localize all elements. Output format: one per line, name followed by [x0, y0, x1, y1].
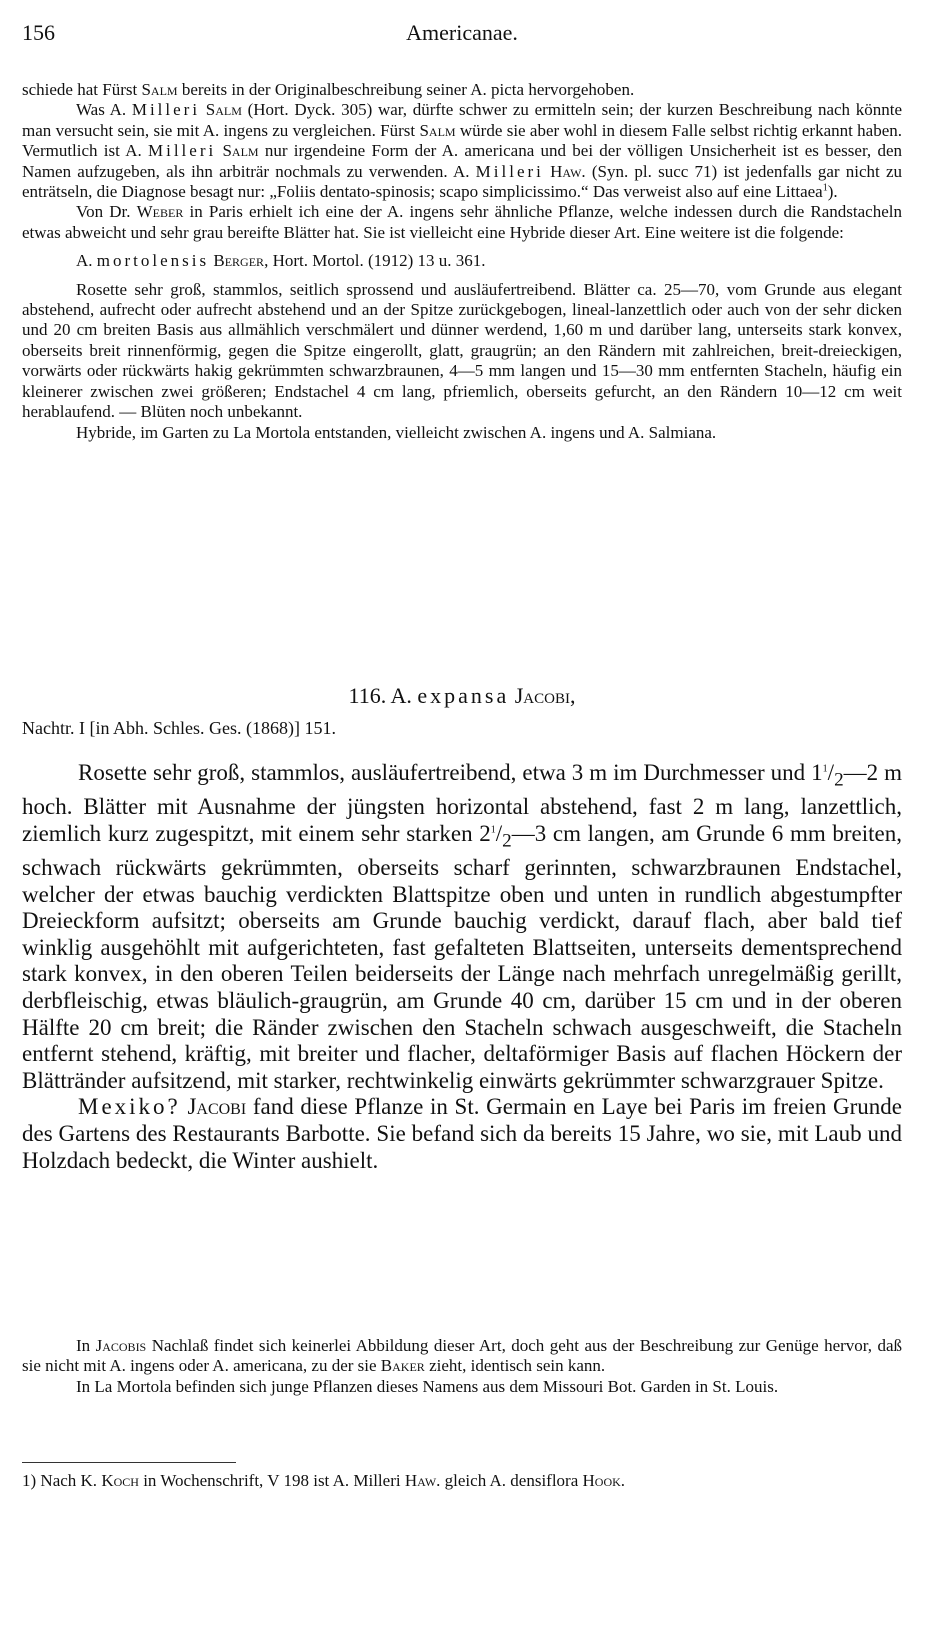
- text-run: Milleri: [147, 141, 217, 161]
- text-run: Salm: [141, 80, 178, 99]
- text-run: Haw.: [550, 161, 586, 181]
- footnote-rule: [22, 1462, 236, 1463]
- text-run: (Hort. Dyck. 305) war, dürfte schwer zu ermitteln sein; der kurzen Beschreibung nach könnte man versucht sein, sie mit A. ingens zu vergleichen. Fürst: [22, 100, 902, 140]
- text-run: Baker: [380, 1356, 425, 1376]
- notes-section: [22, 1336, 902, 1397]
- text-run: schiede hat Fürst: [22, 80, 142, 99]
- paragraph: [22, 423, 902, 443]
- footnote: [22, 1470, 902, 1491]
- text-run: A.: [76, 251, 97, 271]
- text-run: Von Dr.: [76, 202, 137, 222]
- text-run: (Syn. pl. succ 71) ist jedenfalls gar nicht zu enträtseln, die Diagnose besagt nur: „Foliis dentato-spinosis; scapo simplicissimo.“ Das verweist also auf eine Littaea: [22, 161, 902, 202]
- text-run: Nachlaß findet sich keinerlei Abbildung dieser Art, doch geht aus der Beschreibung zur Genüge hervor, daß sie nicht mit A. ingens oder A. americana, zu der sie: [22, 1336, 902, 1376]
- text-run: in Paris erhielt ich eine der A. ingens sehr ähnliche Pflanze, welche indessen durch die Randstacheln etwas abweicht und sehr grau bereifte Blätter hat. Sie ist vielleicht eine Hybride dieser Art. Eine weitere ist die folgende:: [22, 202, 902, 242]
- species-heading: [22, 683, 902, 709]
- text-run: Salm: [205, 100, 242, 120]
- text-run: Salm: [222, 141, 259, 161]
- text-run: würde sie aber wohl in diesem Falle selbst richtig erkannt haben. Vermutlich ist A.: [22, 120, 902, 161]
- text-run: Weber: [136, 202, 184, 222]
- top-section: [22, 80, 902, 443]
- text-run: ,: [569, 683, 576, 708]
- text-run: zieht, identisch sein kann.: [424, 1356, 606, 1376]
- text-run: expansa: [417, 683, 510, 708]
- text-run: gleich A. densiflora: [440, 1471, 583, 1490]
- text-run: 116. A.: [348, 683, 418, 708]
- text-run: , Hort. Mortol. (1912) 13 u. 361.: [264, 251, 486, 271]
- paragraph: [22, 280, 902, 423]
- paragraph: [22, 1336, 902, 1377]
- text-run: 1: [822, 182, 828, 194]
- text-run: Salm: [419, 120, 456, 140]
- text-run: 2: [502, 830, 512, 852]
- text-run: /: [827, 760, 835, 785]
- text-run: Haw.: [404, 1471, 441, 1490]
- text-run: 1: [822, 763, 828, 775]
- paragraph: [22, 202, 902, 243]
- text-run: Mexiko?: [78, 1094, 181, 1120]
- text-run: Hybride, im Garten zu La Mortola entstanden, vielleicht zwischen A. ingens und A. Salmiana.: [76, 422, 717, 442]
- text-run: Milleri: [131, 100, 201, 120]
- text-run: 2: [834, 769, 844, 791]
- page-header: [22, 20, 902, 52]
- text-run: Jacobi: [514, 683, 570, 708]
- paragraph: [22, 1094, 902, 1174]
- paragraph: [22, 100, 902, 202]
- text-run: /: [495, 820, 503, 846]
- variety-entry: [22, 251, 902, 271]
- text-run: Rosette sehr groß, stammlos, ausläufertreibend, etwa 3 m im Durchmesser und 1: [78, 760, 823, 785]
- paragraph: [22, 80, 902, 100]
- text-run: —3 cm langen, am Grunde 6 mm breiten, schwach rückwärts gekrümmten, oberseits scharf gerinnten, schwarzbraunen Endstachel, welcher der etwas bauchig verdickten Blattspitze oben und unten in rundlich abgestumpfter Dreieckform aufsitzt; oberseits am Grunde bauchig verdickt, darauf flach, aber bald tief winklig ausgehöhlt mit aufgerichteten, fast gefalteten Blattseiten, unterseits dementsprechend stark konvex, in den oberen Teilen beiderseits der Länge nach mehrfach unregelmäßig gerillt, derbfleischig, etwas bläulich-graugrün, am Grunde 40 cm, darüber 15 cm und in der oberen Hälfte 20 cm breit; die Ränder zwischen den Stacheln schwach ausgeschweift, die Stacheln entfernt stehend, kräftig, mit breiter und flacher, deltaförmiger Basis auf flachen Höckern der Blättränder aufsitzend, mit starker, rechtwinkelig einwärts gekrümmter schwarzgrauer Spitze.: [22, 820, 902, 1093]
- paragraph: [22, 760, 902, 1094]
- text-run: Milleri: [475, 161, 544, 181]
- species-reference: Nachtr. I [in Abh. Schles. Ges. (1868)] 151.: [22, 718, 336, 738]
- text-run: Berger: [213, 251, 265, 271]
- text-run: bereits in der Originalbeschreibung seiner A. picta hervorgehoben.: [177, 80, 635, 99]
- text-run: 1) Nach K.: [22, 1471, 102, 1490]
- text-run: Was A.: [76, 100, 132, 120]
- text-run: In: [76, 1336, 96, 1355]
- page-number: 156: [22, 20, 55, 45]
- text-run: nur irgendeine Form der A. americana und bei der völligen Unsicherheit ist es besser, den Namen aufzugeben, als ihn arbiträr nochmals zu verwenden. A.: [22, 141, 902, 181]
- text-run: Jacobis: [95, 1336, 147, 1355]
- text-run: fand diese Pflanze in St. Germain en Laye bei Paris im freien Grunde des Gartens des Restaurants Barbotte. Sie befand sich da bereits 15 Jahre, wo sie, mit Laub und Holzdach bedeckt, die Winter aushielt.: [22, 1094, 903, 1173]
- paragraph: [22, 1377, 902, 1397]
- text-run: Koch: [101, 1471, 139, 1490]
- text-run: mortolensis: [96, 251, 210, 271]
- text-run: Jacobi: [187, 1094, 247, 1120]
- text-run: in Wochenschrift, V 198 ist A. Milleri: [138, 1471, 405, 1490]
- species-description: [22, 760, 902, 1174]
- text-run: 1: [490, 824, 496, 836]
- text-run: ).: [827, 182, 838, 202]
- running-title: Americanae.: [406, 20, 518, 45]
- text-run: Rosette sehr groß, stammlos, seitlich sprossend und ausläufertreibend. Blätter ca. 25—70, vom Grunde aus elegant abstehend, aufrecht oder aufrecht abstehend und an der Spitze zurückgebogen, lineal-lanzettlich oder auch von der sehr dicken und 20 cm breiten Basis aus allmählich verschmälert und dünner werdend, 1,60 m und darüber lang, unterseits stark konvex, oberseits breit rinnenförmig, gegen die Spitze eingerollt, glatt, graugrün; an den Rändern mit zahlreichen, breit-dreieckigen, vorwärts oder rückwärts hakig gekrümmten schwarzbraunen, 4—5 mm langen und 15—30 mm entfernten Stacheln, häufig ein kleinerer zwischen zwei größeren; Endstachel 4 cm lang, pfriemlich, oberseits gefurcht, an den Rändern 10—12 cm weit herablaufend. — Blüten noch unbekannt.: [22, 279, 902, 422]
- text-run: —2 m hoch. Blätter mit Ausnahme der jüngsten horizontal abstehend, fast 2 m lang, lanzettlich, ziemlich kurz zugespitzt, mit einem sehr starken 2: [22, 760, 903, 846]
- text-run: Hook.: [582, 1471, 626, 1490]
- text-run: In La Mortola befinden sich junge Pflanzen dieses Namens aus dem Missouri Bot. Garden in St. Louis.: [76, 1376, 779, 1396]
